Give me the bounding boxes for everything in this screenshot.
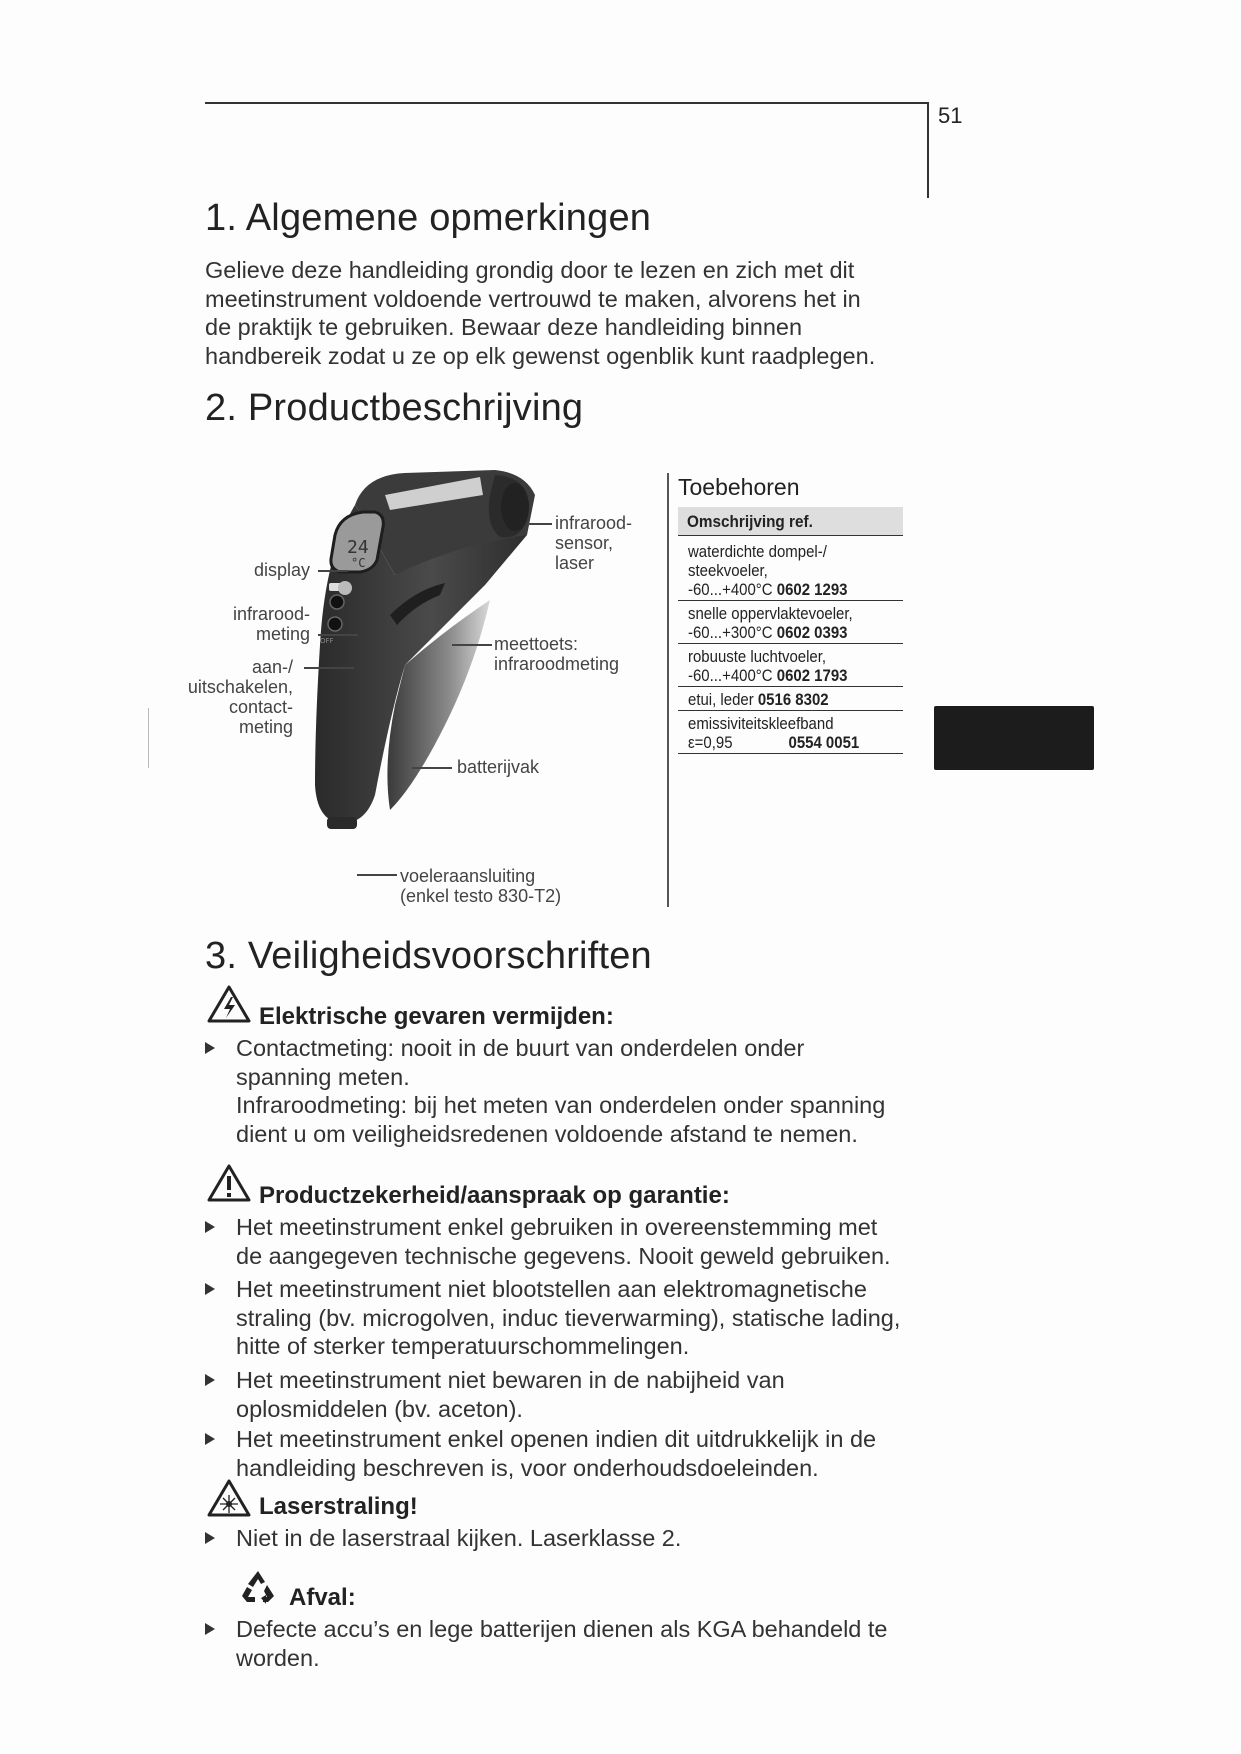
callout-line: meettoets: [494, 634, 579, 654]
product-safety-bullet [205, 1275, 945, 1361]
accessory-range: -60...+400°C [688, 580, 777, 599]
bullet-line: Defecte accu’s en lege batterijen dienen als KGA behandeld te [236, 1616, 888, 1642]
callout-line: infraroodmeting [494, 654, 620, 674]
callout-line: (enkel testo 830-T2) [400, 886, 562, 906]
caution-warning-icon [206, 1163, 252, 1203]
accessory-desc: etui, leder [688, 690, 758, 709]
bullet-line: Het meetinstrument enkel gebruiken in overeenstemming met [236, 1214, 878, 1240]
product-safety-bullet [205, 1425, 945, 1482]
callout-leader [357, 874, 397, 876]
accessory-desc: robuuste luchtvoeler, [688, 647, 827, 666]
svg-text:OFF: OFF [320, 637, 334, 645]
accessory-ref: 0602 1793 [776, 666, 848, 685]
bullet-arrow-icon [205, 1374, 215, 1386]
product-safety-heading: Productzekerheid/aanspraak op garantie: [259, 1182, 730, 1209]
bullet-line: Het meetinstrument niet bewaren in de nabijheid van [236, 1367, 785, 1393]
section-3-title: 3. Veiligheidsvoorschriften [205, 935, 652, 977]
accessory-desc: waterdichte dompel-/ [688, 542, 827, 561]
callout-line: voeleraansluiting [400, 866, 536, 886]
callout-leader [304, 667, 354, 669]
callout-line: sensor, [555, 533, 614, 553]
electrical-warning-icon [206, 984, 252, 1024]
accessory-desc: snelle oppervlaktevoeler, [688, 604, 853, 623]
accessory-desc: emissiviteitskleefband [688, 714, 834, 733]
bullet-arrow-icon [205, 1042, 215, 1054]
callout-meas-button [494, 634, 619, 674]
electrical-bullet [205, 1034, 945, 1148]
section-1-paragraph [205, 256, 945, 370]
callout-leader [412, 767, 452, 769]
electrical-heading: Elektrische gevaren vermijden: [259, 1003, 614, 1030]
accessories-table [678, 507, 903, 754]
callout-display: display [253, 560, 310, 580]
product-safety-bullet [205, 1366, 945, 1423]
callout-leader [528, 523, 552, 525]
accessory-range: -60...+300°C [688, 623, 777, 642]
product-safety-bullet [205, 1213, 945, 1270]
accessory-row [678, 601, 903, 644]
language-thumb-tab [934, 706, 1094, 770]
callout-probe [400, 866, 561, 906]
accessory-ref: 0516 8302 [757, 690, 829, 709]
callout-ir-measure [200, 604, 310, 644]
header-rule [205, 102, 928, 104]
paragraph-line: Gelieve deze handleiding grondig door te lezen en zich met dit [205, 257, 855, 283]
bullet-line: worden. [236, 1644, 320, 1671]
callout-leader [452, 644, 492, 646]
paragraph-line: de praktijk te gebruiken. Bewaar deze handleiding binnen [205, 314, 803, 340]
paragraph-line: handbereik zodat u ze op elk gewenst ogenblik kunt raadplegen. [205, 342, 876, 369]
callout-line: meting [255, 624, 310, 644]
callout-line: uitschakelen, [187, 677, 293, 697]
waste-heading: Afval: [289, 1584, 356, 1611]
callout-line: aan-/ [251, 657, 293, 677]
accessory-ref: 0602 1293 [776, 580, 848, 599]
laser-bullet [205, 1524, 945, 1553]
svg-text:°C: °C [351, 556, 366, 570]
bullet-line: dient u om veiligheidsredenen voldoende afstand te nemen. [236, 1120, 858, 1147]
bullet-line: de aangegeven technische gegevens. Nooit geweld gebruiken. [236, 1242, 891, 1269]
bullet-arrow-icon [205, 1433, 215, 1445]
bullet-line: straling (bv. microgolven, induc tieverwarming), statische lading, [236, 1304, 901, 1331]
svg-text:24: 24 [347, 537, 369, 558]
callout-leader [318, 570, 348, 572]
header-side-rule [927, 102, 929, 198]
accessory-row [678, 687, 903, 711]
accessory-range: ε=0,95 [688, 733, 733, 752]
accessories-header: Omschrijving ref. [678, 507, 903, 536]
accessories-title: Toebehoren [678, 474, 800, 500]
accessory-row [678, 644, 903, 687]
callout-line: meting [238, 717, 293, 737]
accessory-row [678, 536, 903, 601]
bullet-line: oplosmiddelen (bv. aceton). [236, 1395, 523, 1422]
accessory-ref: 0554 0051 [788, 733, 860, 752]
bullet-line: Niet in de laserstraal kijken. Laserklasse 2. [236, 1525, 682, 1551]
bullet-line: spanning meten. [236, 1063, 410, 1090]
accessory-ref: 0602 0393 [776, 623, 848, 642]
section-2-title: 2. Productbeschrijving [205, 387, 584, 429]
laser-warning-icon [206, 1478, 252, 1518]
bullet-arrow-icon [205, 1283, 215, 1295]
callout-leader [318, 634, 358, 636]
callout-line: infrarood- [232, 604, 310, 624]
callout-line: laser [555, 553, 595, 573]
section-1-title: 1. Algemene opmerkingen [205, 197, 652, 239]
callout-onoff [168, 657, 293, 737]
waste-bullet [205, 1615, 945, 1672]
accessory-range: -60...+400°C [688, 666, 777, 685]
bullet-arrow-icon [205, 1221, 215, 1233]
callout-battery: batterijvak [457, 757, 540, 777]
bullet-line: Infraroodmeting: bij het meten van onderdelen onder spanning [236, 1092, 886, 1118]
bullet-line: Contactmeting: nooit in de buurt van onderdelen onder [236, 1035, 805, 1061]
callout-line: infrarood- [555, 513, 633, 533]
page-number: 51 [938, 103, 963, 128]
bullet-arrow-icon [205, 1532, 215, 1544]
accessory-row [678, 711, 903, 754]
bullet-line: hitte of sterker temperatuurschommelingen. [236, 1333, 690, 1359]
diagram-divider [667, 473, 669, 907]
recycle-icon [238, 1568, 278, 1608]
accessory-desc: steekvoeler, [688, 561, 768, 580]
bullet-line: handleiding beschreven is, voor onderhoudsdoeleinden. [236, 1454, 819, 1481]
paragraph-line: meetinstrument voldoende vertrouwd te maken, alvorens het in [205, 285, 861, 312]
bullet-line: Het meetinstrument niet blootstellen aan elektromagnetische [236, 1276, 867, 1302]
page-edge-mark [148, 708, 149, 768]
callout-ir-sensor [555, 513, 632, 573]
bullet-arrow-icon [205, 1623, 215, 1635]
callout-line: contact- [228, 697, 293, 717]
laser-heading: Laserstraling! [259, 1493, 418, 1520]
bullet-line: Het meetinstrument enkel openen indien dit uitdrukkelijk in de [236, 1426, 877, 1452]
